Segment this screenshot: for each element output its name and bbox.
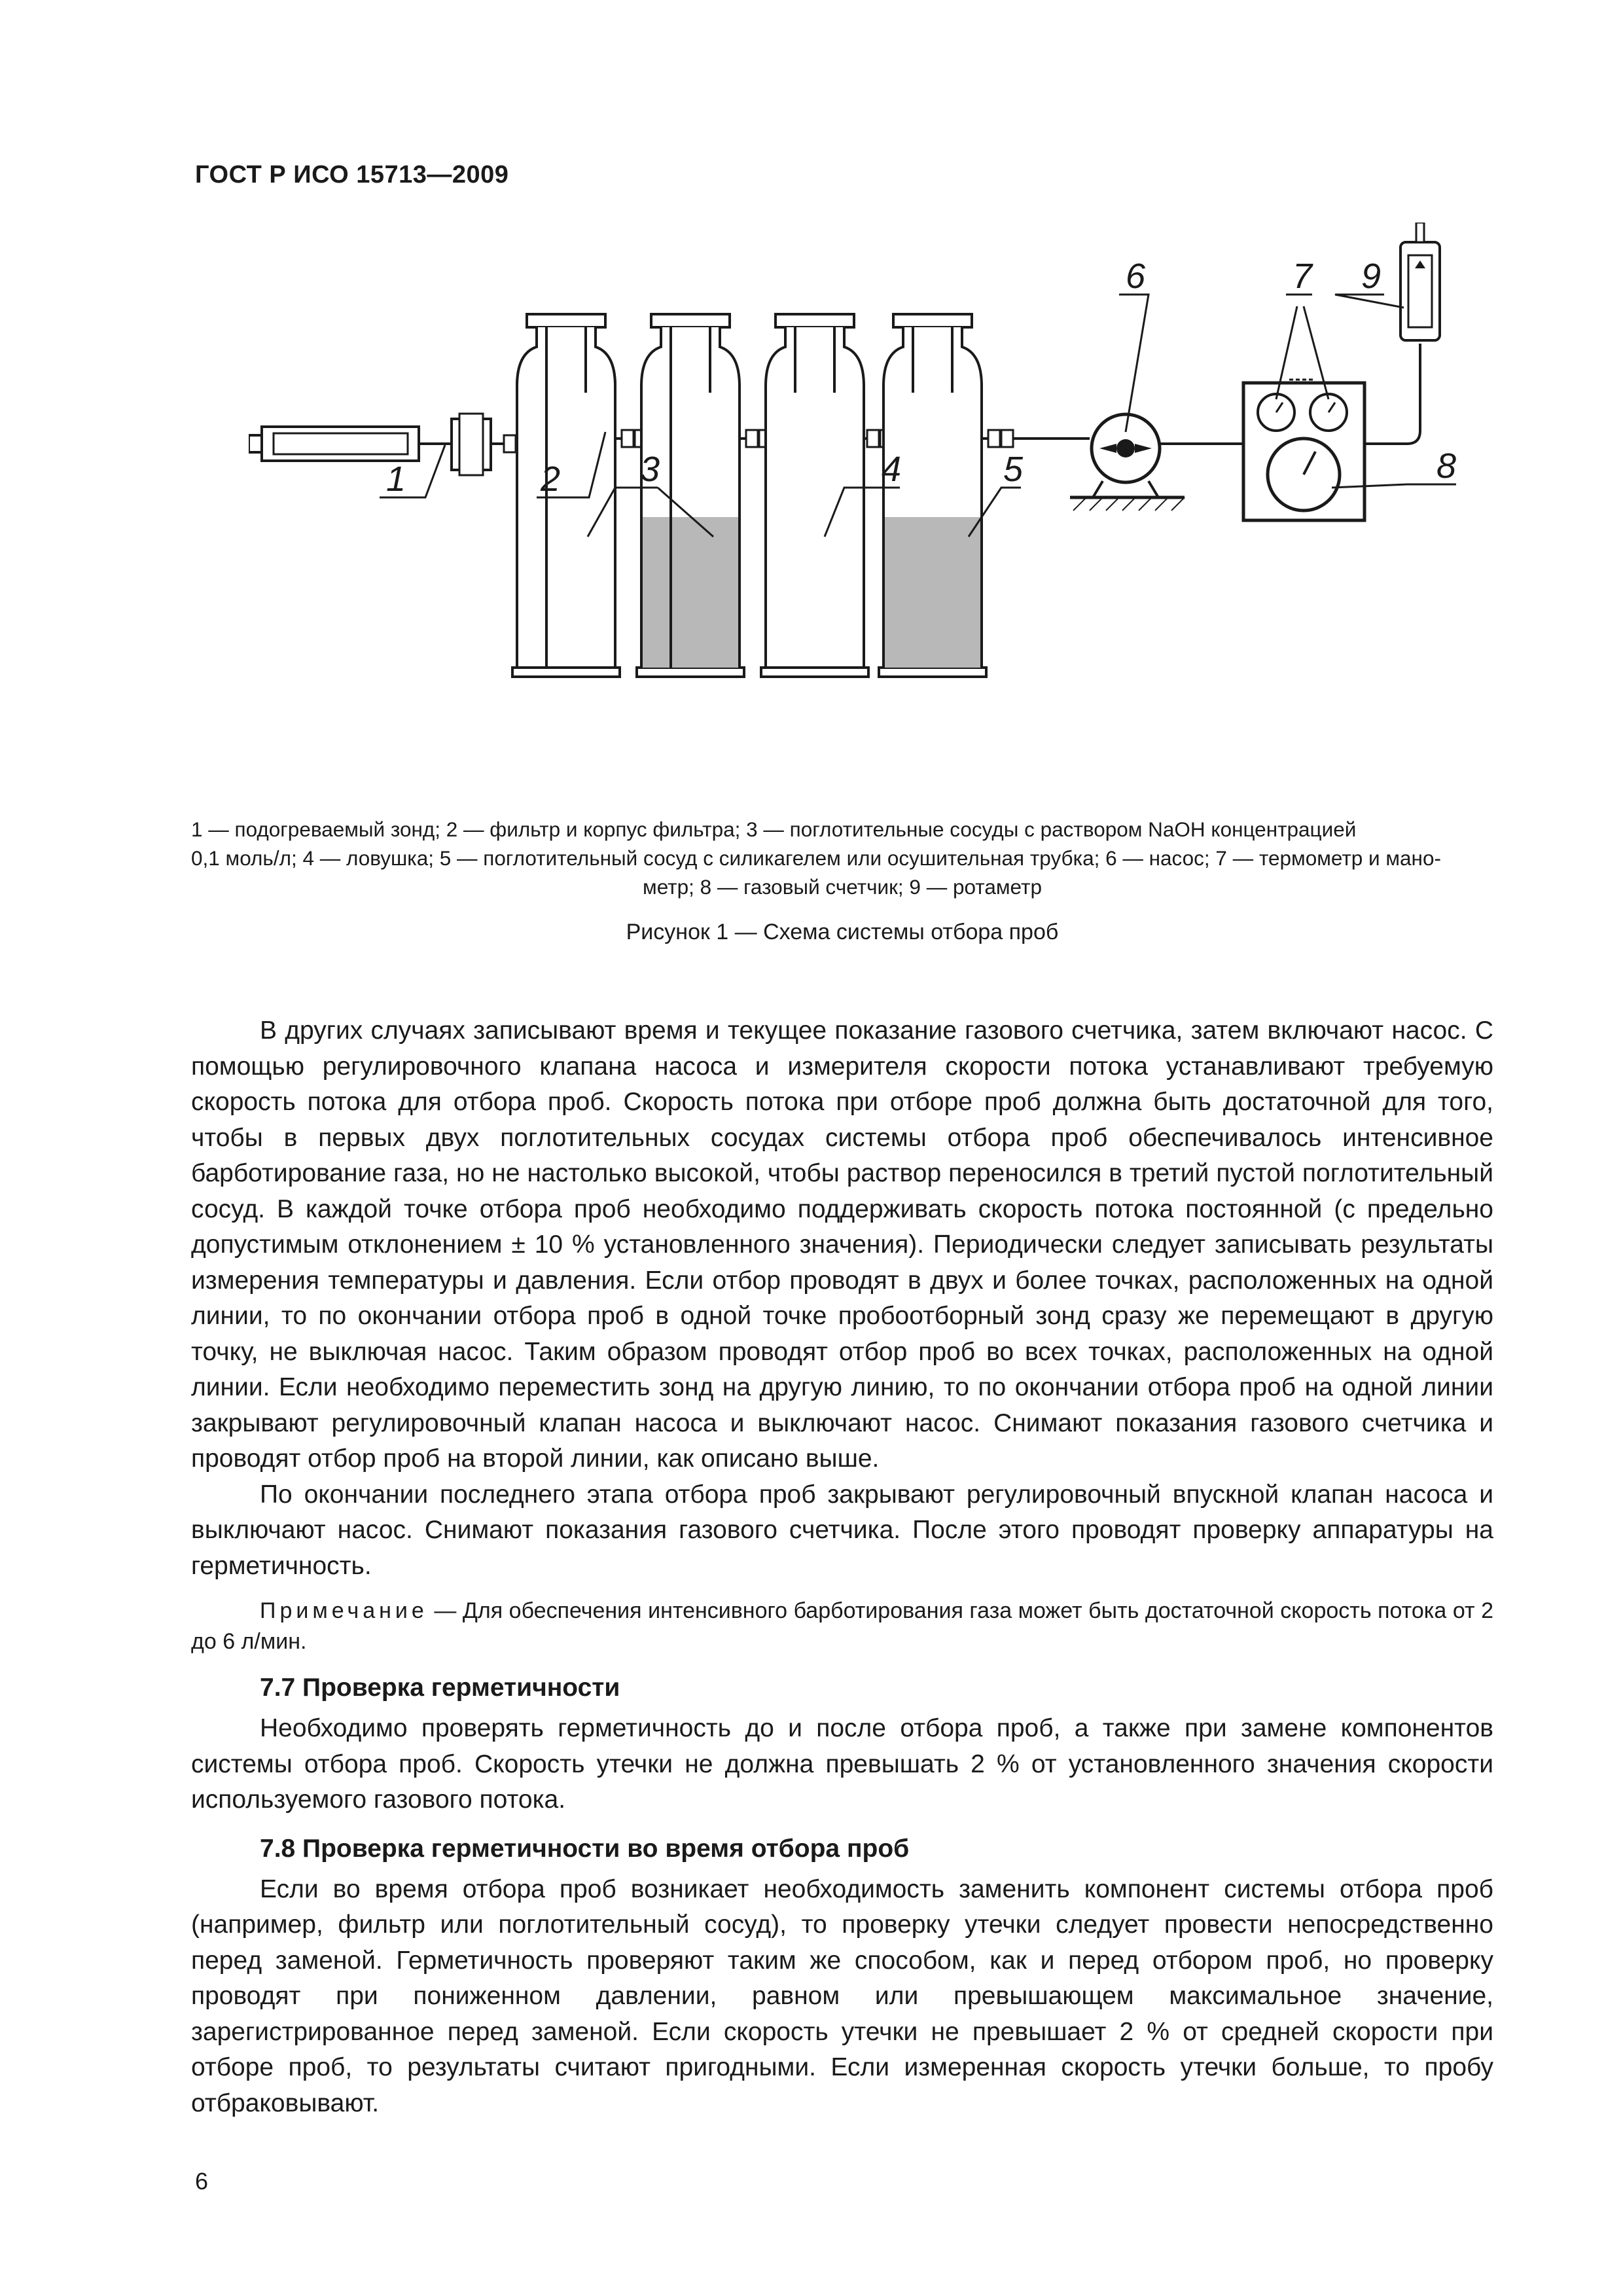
paragraph: В других случаях записывают время и текущее показание газового счетчика, затем включают насос. С помощью регулировочного клапана насоса и измерителя скорости потока устанавливают требуемую скорость потока для отбора проб. Скорость потока при отборе проб должна быть достаточной для того, чтобы в первых двух поглотительных сосудах системы отбора проб обеспечивалось интенсивное барботирование газа, но не настолько высокой, чтобы раствор переносился в третий пустой поглотительный сосуд. В каждой точке отбора проб необходимо поддерживать скорость потока постоянной (с предельно допустимым отклонением ± 10 % установленного значения). Периодически следует записывать результаты измерения температуры и давления. Если отбор проводят в двух и более точках, расположенных на одной линии, то по окончании отбора проб в одной точке пробоотборный зонд сразу же перемещают в другую точку, не выключая насос. Таким образом проводят отбор проб во всех точках, расположенных на одной линии. Если необходимо переместить зонд на другую линию, то по окончании отбора проб на одной линии закрывают регулировочный клапан насоса и выключают насос. Снимают показания газового счетчика и проводят отбор проб на второй линии, как описано выше. xyxy=(191,1016,1493,1473)
note xyxy=(191,1596,1493,1657)
section-heading-7-8: 7.8 Проверка герметичности во время отбора проб xyxy=(260,1834,910,1863)
figure-legend xyxy=(191,815,1493,901)
label-5: 5 xyxy=(1003,450,1024,489)
legend-line-3: метр; 8 — газовый счетчик; 9 — ротаметр xyxy=(643,875,1042,899)
heated-probe xyxy=(249,427,452,461)
legend-line-1: 1 — подогреваемый зонд; 2 — фильтр и корпус фильтра; 3 — поглотительные сосуды с раствором NaOH концентрацией xyxy=(191,817,1357,841)
rotameter xyxy=(1400,223,1440,340)
paragraph: Необходимо проверять герметичность до и после отбора проб, а также при замене компонентов системы отбора проб. Скорость утечки не должна превышать 2 % от установленного значения скорости используемого газового потока. xyxy=(191,1714,1493,1814)
meter-box xyxy=(1243,380,1364,520)
pump xyxy=(1070,414,1185,511)
label-9: 9 xyxy=(1361,257,1382,296)
absorber-bottle-1 xyxy=(512,314,620,677)
page-number: 6 xyxy=(195,2168,209,2195)
trap-bottle xyxy=(761,314,868,677)
drying-bottle xyxy=(879,314,986,677)
label-3: 3 xyxy=(640,450,660,489)
label-2: 2 xyxy=(541,459,561,499)
paragraph: По окончании последнего этапа отбора проб закрывают регулировочный впускной клапан насоса и выключают насос. Снимают показания газового счетчика. После этого проводят проверку аппаратуры на герметичность. xyxy=(191,1480,1493,1580)
document-body xyxy=(191,1013,1493,2121)
label-1: 1 xyxy=(386,459,406,499)
note-label: Примечание xyxy=(260,1598,428,1623)
label-4: 4 xyxy=(882,450,902,489)
label-6: 6 xyxy=(1126,257,1146,296)
document-header: ГОСТ Р ИСО 15713—2009 xyxy=(195,161,509,188)
label-7: 7 xyxy=(1293,257,1313,296)
note-text: — Для обеспечения интенсивного барботирования газа может быть достаточной скорость потока от 2 до 6 л/мин. xyxy=(191,1598,1493,1654)
sampling-system-diagram xyxy=(249,223,1492,785)
paragraph: Если во время отбора проб возникает необходимость заменить компонент системы отбора проб (например, фильтр или поглотительный сосуд), то проверку утечки следует провести непосредственно перед заменой. Герметичность проверяют таким же способом, как и перед отбором проб, но проверку проводят при пониженном давлении, равном или превышающем максимальное значение, зарегистрированное перед заменой. Если скорость утечки не превышает 2 % от средней скорости при отборе проб, то результаты считают пригодными. Если измеренная скорость утечки больше, то пробу отбраковывают. xyxy=(191,1874,1493,2117)
section-heading-7-7: 7.7 Проверка герметичности xyxy=(260,1674,620,1702)
absorber-bottle-2 xyxy=(637,314,744,677)
label-8: 8 xyxy=(1436,446,1457,486)
figure-caption: Рисунок 1 — Схема системы отбора проб xyxy=(626,920,1059,944)
legend-line-2: 0,1 моль/л; 4 — ловушка; 5 — поглотительный сосуд с силикагелем или осушительная трубка; 6 — насос; 7 — термометр и мано- xyxy=(191,846,1441,870)
filter-housing xyxy=(452,414,491,475)
